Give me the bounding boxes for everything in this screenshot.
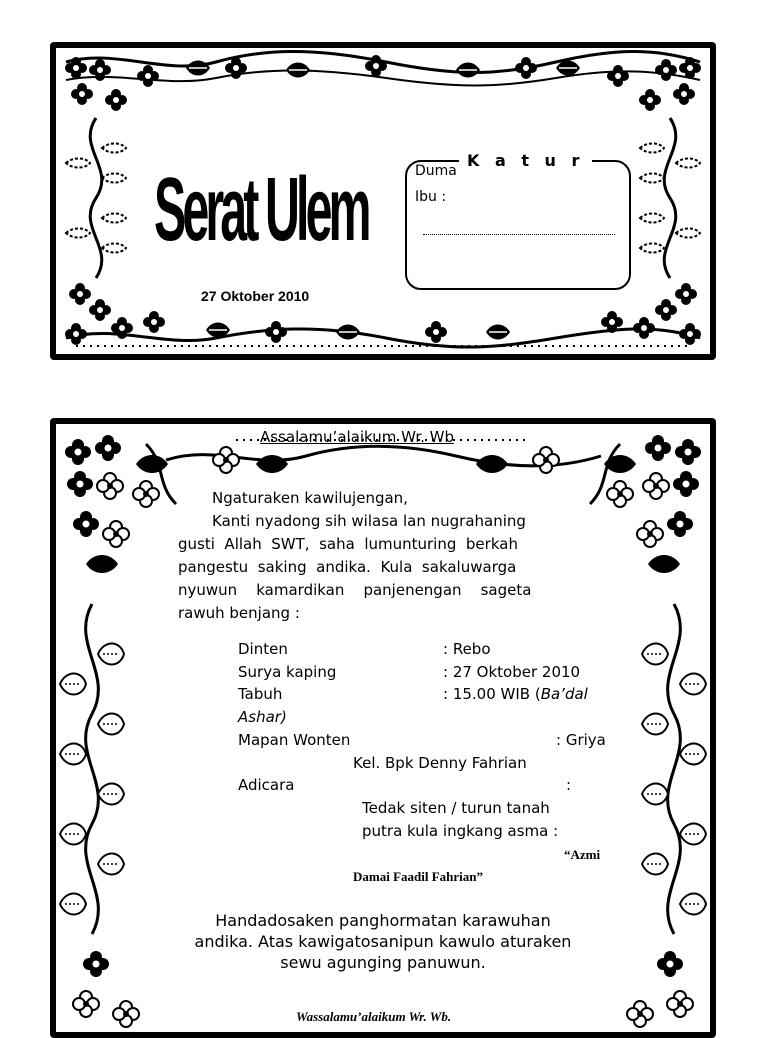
address-dotted-line [423, 234, 615, 235]
detail-event-colon: : [566, 776, 572, 794]
detail-value-place-cont: Kel. Bpk Denny Fahrian [353, 754, 527, 772]
closing-line: Handadosaken panghormatan karawuhan [215, 911, 551, 930]
address-box-title: K a t u r [459, 150, 592, 172]
detail-label-event: Adicara [238, 776, 295, 794]
address-box [405, 151, 631, 290]
detail-label-time: Tabuh [238, 685, 283, 703]
address-line-1: Duma [415, 163, 457, 179]
detail-value-time-text: : 15.00 WIB ( [443, 685, 541, 703]
closing-paragraph [168, 910, 598, 973]
cover-card [50, 42, 716, 360]
closing-line: sewu agunging panuwun. [280, 953, 486, 972]
cover-date: 27 Oktober 2010 [201, 288, 310, 304]
paragraph-line: Kanti nyadong sih wilasa lan nugrahaning [212, 512, 526, 530]
address-line-2: Ibu : [415, 189, 447, 205]
paragraph-line-first: Ngaturaken kawilujengan, [212, 489, 408, 507]
detail-label-day: Dinten [238, 640, 288, 658]
detail-value-time-italic: Ba’dal [540, 685, 588, 703]
detail-label-date: Surya kaping [238, 663, 337, 681]
detail-value-date: : 27 Oktober 2010 [443, 663, 581, 681]
paragraph-line: gusti Allah SWT, saha lumunturing berkah [178, 535, 518, 553]
child-name-line-2: Damai Faadil Fahrian” [353, 869, 484, 884]
detail-value-time-cont: Ashar) [238, 708, 287, 726]
greeting-opening: Assalamu’alaikum Wr. Wb [260, 428, 454, 446]
detail-value-event-1: Tedak siten / turun tanah [362, 799, 550, 817]
paragraph-line: pangestu saking andika. Kula sakaluwarga [178, 558, 517, 576]
detail-value-day: : Rebo [443, 640, 491, 658]
paragraph-line: nyuwun kamardikan panjenengan sageta [178, 581, 532, 599]
closing-line: andika. Atas kawigatosanipun kawulo aturaken [194, 932, 572, 951]
closing-salutation: Wassalamu’alaikum Wr. Wb. [296, 1009, 452, 1024]
detail-value-place: : Griya [556, 731, 606, 749]
paragraph-line: rawuh benjang : [178, 604, 300, 622]
cover-title: Serat Ulem [154, 160, 368, 261]
detail-value-time [443, 683, 588, 706]
detail-label-place: Mapan Wonten [238, 731, 351, 749]
child-name-line-1: “Azmi [564, 847, 601, 862]
intro-paragraph [178, 510, 596, 625]
invitation-card [50, 418, 716, 1038]
detail-value-event-2: putra kula ingkang asma : [362, 822, 559, 840]
